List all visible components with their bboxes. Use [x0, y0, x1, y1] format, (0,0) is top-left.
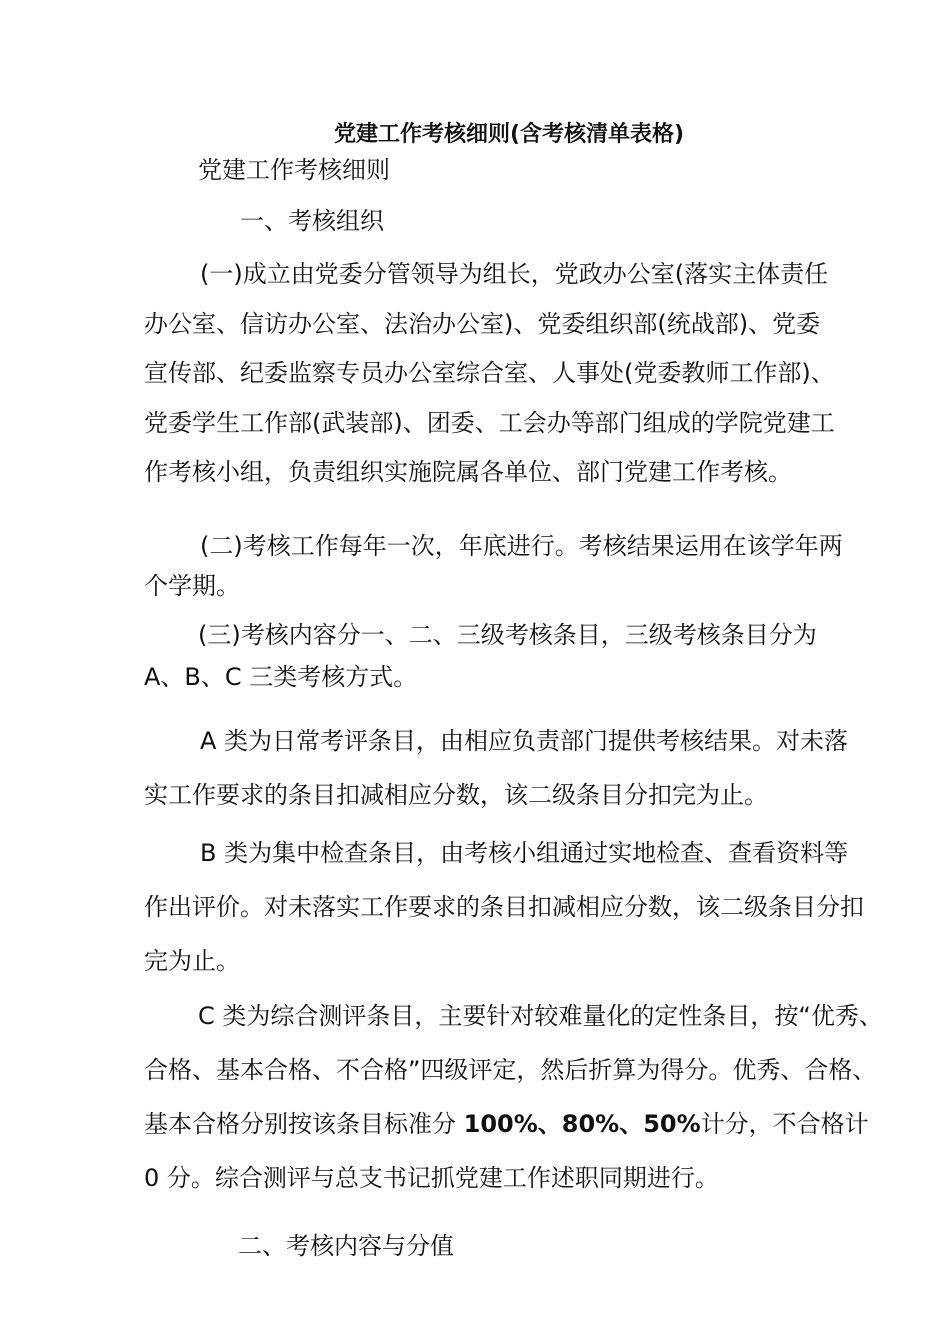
paragraph-line: 宣传部、纪委监察专员办公室综合室、人事处(党委教师工作部)、: [144, 359, 835, 387]
paragraph-line: (一)成立由党委分管领导为组长，党政办公室(落实主体责任: [200, 260, 829, 288]
paragraph-line: A、B、C 三类考核方式。: [144, 663, 418, 691]
paragraph-line-percentages: [144, 1109, 869, 1139]
paragraph-text: 计分，不合格计: [700, 1110, 869, 1138]
paragraph-line: 作出评价。对未落实工作要求的条目扣减相应分数，该二级条目分扣: [144, 893, 864, 921]
document-subtitle: 党建工作考核细则: [198, 156, 390, 184]
paragraph-line: (二)考核工作每年一次，年底进行。考核结果运用在该学年两: [200, 532, 843, 560]
percentage-values: 100%、80%、50%: [463, 1110, 701, 1138]
paragraph-line: 0 分。综合测评与总支书记抓党建工作述职同期进行。: [144, 1164, 719, 1192]
section-heading-content: 二、考核内容与分值: [238, 1232, 454, 1260]
paragraph-line: B 类为集中检查条目，由考核小组通过实地检查、查看资料等: [200, 839, 849, 867]
paragraph-line: 作考核小组，负责组织实施院属各单位、部门党建工作考核。: [144, 458, 792, 486]
paragraph-line: A 类为日常考评条目，由相应负责部门提供考核结果。对未落: [200, 727, 849, 755]
paragraph-line: 党委学生工作部(武装部)、团委、工会办等部门组成的学院党建工: [144, 409, 835, 437]
section-heading-organization: 一、考核组织: [240, 207, 384, 235]
paragraph-line: 完为止。: [144, 947, 240, 975]
paragraph-line: (三)考核内容分一、二、三级考核条目，三级考核条目分为: [198, 621, 817, 649]
paragraph-line: 个学期。: [144, 572, 240, 600]
paragraph-line: 办公室、信访办公室、法治办公室)、党委组织部(统战部)、党委: [144, 310, 821, 338]
paragraph-text: 基本合格分别按该条目标准分: [144, 1110, 464, 1138]
document-title: 党建工作考核细则(含考核清单表格): [334, 122, 685, 147]
paragraph-line: 合格、基本合格、不合格”四级评定，然后折算为得分。优秀、合格、: [144, 1056, 877, 1084]
paragraph-line: C 类为综合测评条目，主要针对较难量化的定性条目，按“优秀、: [198, 1002, 883, 1030]
paragraph-line: 实工作要求的条目扣减相应分数，该二级条目分扣完为止。: [144, 781, 768, 809]
